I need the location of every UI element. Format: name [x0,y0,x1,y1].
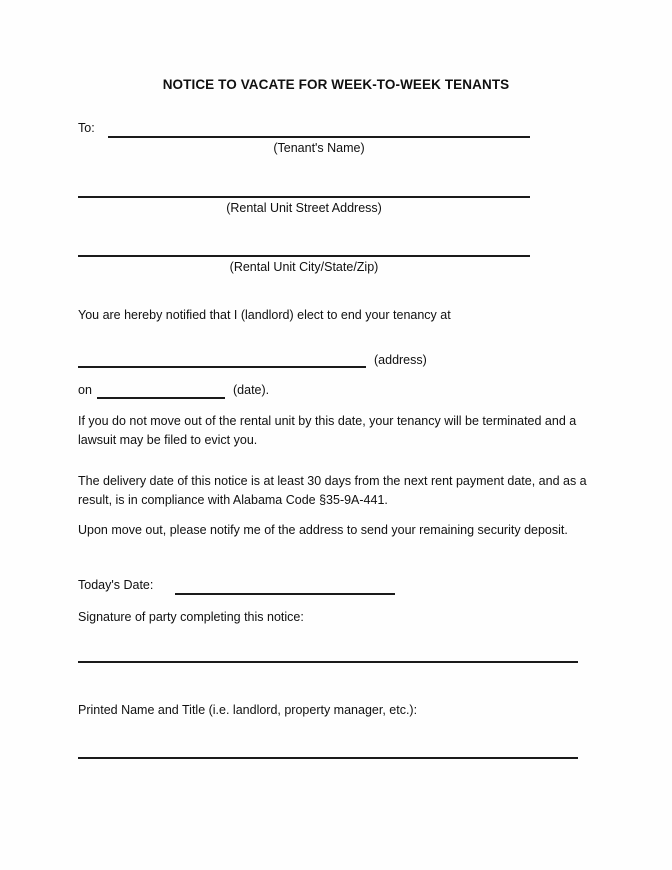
paragraph-notified: You are hereby notified that I (landlord) elect to end your tenancy at [78,308,451,322]
to-label: To: [78,121,95,135]
signature-label: Signature of party completing this notice: [78,610,304,624]
date-label: (date). [233,383,270,397]
paragraph-security-deposit: Upon move out, please notify me of the address to send your remaining security deposit. [78,523,568,537]
tenant-name-caption: (Tenant's Name) [273,141,365,155]
todays-date-field[interactable] [175,593,395,595]
address-label: (address) [374,353,427,367]
paragraph-code-compliance: The delivery date of this notice is at least 30 days from the next rent payment date, and as a result, is in compliance with Alabama Code §35-9A-441. [78,474,587,507]
printed-name-field[interactable] [78,757,578,759]
city-state-zip-field[interactable] [78,255,530,257]
street-address-caption: (Rental Unit Street Address) [226,201,382,215]
city-state-zip-caption: (Rental Unit City/State/Zip) [229,260,379,274]
paragraph-eviction-warning: If you do not move out of the rental unit by this date, your tenancy will be terminated and a lawsuit may be filed to evict you. [78,414,577,447]
on-label: on [78,383,92,397]
todays-date-label: Today's Date: [78,578,154,592]
tenant-name-field[interactable] [108,136,530,138]
printed-name-label: Printed Name and Title (i.e. landlord, property manager, etc.): [78,703,418,717]
street-address-field[interactable] [78,196,530,198]
tenancy-address-field[interactable] [78,366,366,368]
end-date-field[interactable] [97,397,225,399]
page-title: NOTICE TO VACATE FOR WEEK-TO-WEEK TENANTS [162,77,510,92]
signature-field[interactable] [78,661,578,663]
